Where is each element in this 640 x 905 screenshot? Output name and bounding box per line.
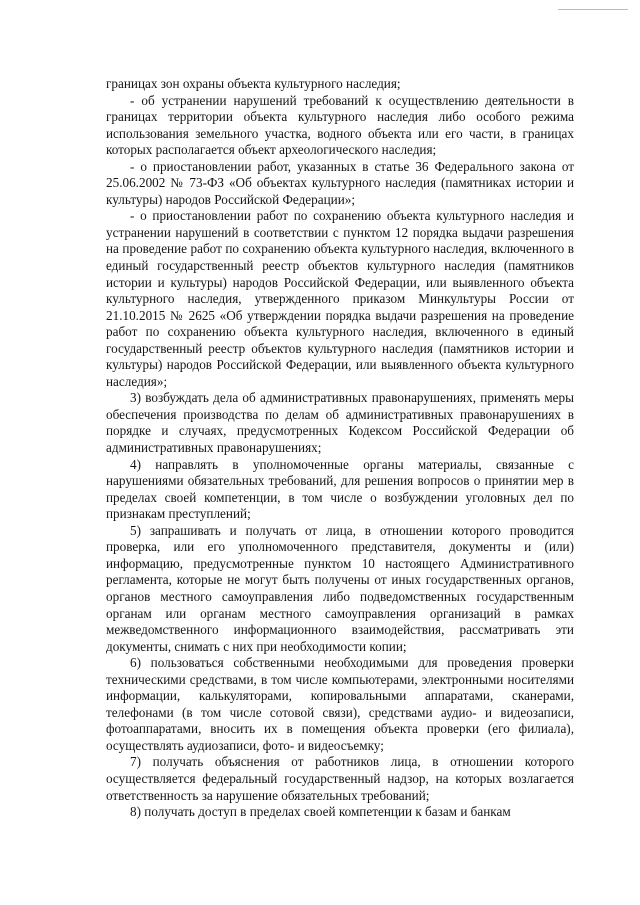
paragraph-elimination-violations: - об устранении нарушений требований к осуществлению деятельности в границах территории объекта культурного наследия либо особого режима использования земельного участка, водного объекта или его части, в границах которых располагается объект археологического наследия; <box>106 92 574 158</box>
paragraph-suspension-preservation-works: - о приостановлении работ по сохранению объекта культурного наследия и устранении нарушений в соответствии с пунктом 12 порядка выдачи разрешения на проведение работ по сохранению объекта культурного наследия, включенного в единый государственный реестр объектов культурного наследия (памятников истории и культуры) народов Российской Федерации, или выявленного объекта культурного наследия, утвержденного приказом Минкультуры России от 21.10.2015 № 2625 «Об утверждении порядка выдачи разрешения на проведение работ по сохранению объекта культурного наследия, включенного в единый государственный реестр объектов культурного наследия (памятников истории и культуры) народов Российской Федерации, или выявленного объекта культурного наследия»; <box>106 208 574 389</box>
paragraph-continuation: границах зон охраны объекта культурного наследия; <box>106 76 401 91</box>
paragraph-item-8: 8) получать доступ в пределах своей компетенции к базам и банкам <box>130 804 511 820</box>
paragraph-suspension-works-article36: - о приостановлении работ, указанных в статье 36 Федерального закона от 25.06.2002 № 73-ФЗ «Об объектах культурного наследия (памятниках истории и культуры) народов Российской Федерации»; <box>106 158 574 207</box>
paragraph-item-7: 7) получать объяснения от работников лица, в отношении которого осуществляется федеральный государственный надзор, на которых возлагается ответственность за нарушение обязательных требований; <box>106 754 574 803</box>
scan-edge-mark <box>558 9 628 10</box>
paragraph-item-4: 4) направлять в уполномоченные органы материалы, связанные с нарушениями обязательных требований, для решения вопросов о принятии мер в пределах своей компетенции, в том числе о возбуждении уголовных дел по признакам преступлений; <box>106 456 574 522</box>
paragraph-item-3: 3) возбуждать дела об административных правонарушениях, применять меры обеспечения производства по делам об административных правонарушениях в порядке и случаях, предусмотренных Кодексом Российской Федерации об административных правонарушениях; <box>106 390 574 456</box>
paragraph-item-6: 6) пользоваться собственными необходимыми для проведения проверки техническими средствами, в том числе компьютерами, электронными носителями информации, калькуляторами, копировальными аппаратами, сканерами, телефонами (в том числе сотовой связи), средствами аудио- и видеозаписи, фотоаппаратами, вносить их в помещения объекта проверки (его филиала), осуществлять аудиозаписи, фото- и видеосъемку; <box>106 655 574 753</box>
paragraph-item-5: 5) запрашивать и получать от лица, в отношении которого проводится проверка, или его уполномоченного представителя, документы и (или) информацию, предусмотренные пунктом 10 настоящего Административного регламента, которые не могут быть получены от иных государственных органов, органов местного самоуправления либо подведомственных государственным органам или органам местного самоуправления организаций в рамках межведомственного информационного взаимодействия, рассматривать эти документы, снимать с них при необходимости копии; <box>106 522 574 654</box>
